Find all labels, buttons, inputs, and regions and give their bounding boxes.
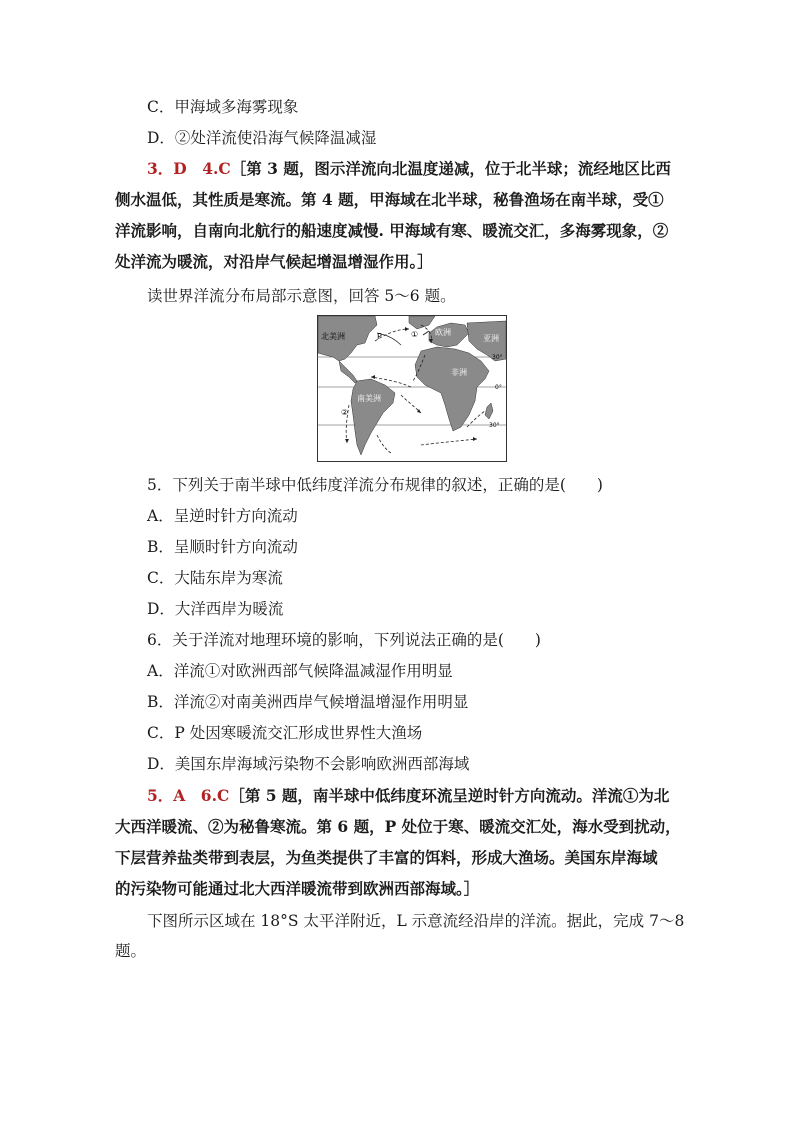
answer-5-6-line-2: 大西洋暖流、②为秘鲁寒流。第 6 题，P 处位于寒、暖流交汇处，海水受到扰动， — [115, 817, 681, 836]
label-north-america: 北美洲 — [321, 332, 345, 341]
answer-5-6-line-3: 下层营养盐类带到表层，为鱼类提供了丰富的饵料，形成大渔场。美国东岸海域 — [115, 848, 658, 867]
label-lat-30s: 30° — [489, 422, 500, 429]
option-c-q4: C．甲海域多海雾现象 — [147, 98, 299, 116]
option-d-q5: D．大洋西岸为暖流 — [147, 600, 284, 618]
reading-prompt-5-6: 读世界洋流分布局部示意图，回答 5～6 题。 — [147, 287, 456, 305]
answer-3-4-line-2: 侧水温低，其性质是寒流。第 4 题，甲海域在北半球，秘鲁渔场在南半球，受① — [115, 190, 664, 209]
label-lat-0: 0° — [495, 384, 502, 391]
answer-key: 5．A 6.C — [147, 786, 230, 805]
question-5: 5．下列关于南半球中低纬度洋流分布规律的叙述，正确的是( ) — [147, 476, 603, 494]
question-6: 6．关于洋流对地理环境的影响，下列说法正确的是( ) — [147, 631, 541, 649]
option-c-q6: C．P 处因寒暖流交汇形成世界性大渔场 — [147, 724, 423, 742]
answer-3-4-line-4: 处洋流为暖流，对沿岸气候起增温增湿作用。］ — [115, 252, 433, 271]
answer-5-6-line-4: 的污染物可能通过北大西洋暖流带到欧洲西部海域。］ — [115, 879, 480, 898]
answer-5-6-line-1: 5．A 6.C［第 5 题，南半球中低纬度环流呈逆时针方向流动。洋流①为北 — [147, 786, 670, 805]
option-a-q6: A．洋流①对欧洲西部气候降温减湿作用明显 — [147, 662, 453, 680]
reading-prompt-7-8-cont: 题。 — [115, 942, 147, 960]
ocean-current-map — [317, 315, 507, 462]
label-europe: 欧洲 — [435, 328, 451, 337]
label-asia: 亚洲 — [483, 334, 499, 343]
label-south-america: 南美洲 — [357, 394, 381, 403]
option-a-q5: A．呈逆时针方向流动 — [147, 507, 298, 525]
option-d-q4: D．②处洋流使沿海气候降温减湿 — [147, 129, 377, 147]
label-lat-30n: 30° — [492, 354, 503, 361]
label-p: P — [377, 332, 382, 341]
option-c-q5: C．大陆东岸为寒流 — [147, 569, 283, 587]
option-b-q6: B．洋流②对南美洲西岸气候增温增湿作用明显 — [147, 693, 469, 711]
label-current-1: ① — [411, 330, 419, 339]
answer-key: 3．D 4.C — [147, 159, 231, 178]
label-current-2: ② — [341, 408, 349, 417]
label-africa: 非洲 — [451, 368, 467, 377]
answer-3-4-line-3: 洋流影响，自南向北航行的船速度减慢. 甲海域有寒、暖流交汇，多海雾现象，② — [115, 221, 669, 240]
option-d-q6: D．美国东岸海域污染物不会影响欧洲西部海域 — [147, 755, 470, 773]
option-b-q5: B．呈顺时针方向流动 — [147, 538, 298, 556]
reading-prompt-7-8: 下图所示区域在 18°S 太平洋附近，L 示意流经沿岸的洋流。据此，完成 7～8 — [147, 912, 685, 930]
answer-3-4-line-1: 3．D 4.C［第 3 题，图示洋流向北温度递减，位于北半球；流经地区比西 — [147, 159, 671, 178]
